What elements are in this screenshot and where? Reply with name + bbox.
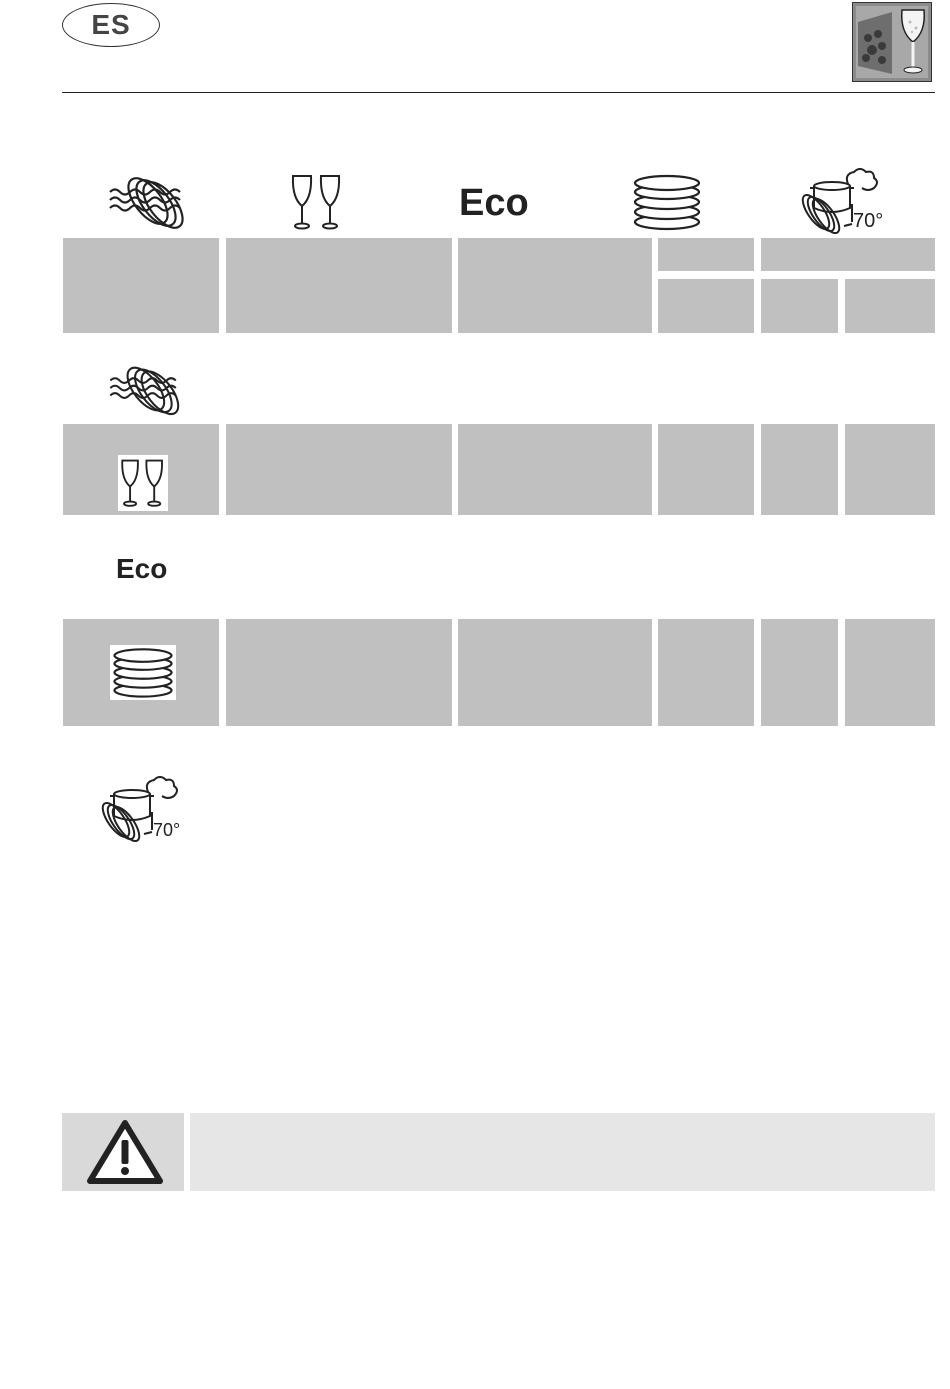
- table-cell: [458, 619, 652, 726]
- table-cell: [226, 424, 452, 515]
- table-header-cell: [63, 238, 219, 333]
- plates-in-water-icon: [106, 170, 186, 232]
- table-cell: [658, 619, 754, 726]
- stacked-plates-icon: [630, 172, 704, 232]
- table-cell: [761, 619, 838, 726]
- warning-triangle-icon: [86, 1118, 164, 1186]
- temperature-label: 70°: [153, 820, 181, 840]
- wine-glasses-icon: [288, 172, 346, 232]
- table-header-cell: [761, 238, 935, 271]
- header-rule: [62, 92, 935, 93]
- eco-row-label: Eco: [116, 553, 168, 584]
- table-header-cell: [761, 279, 838, 333]
- table-cell: [845, 424, 935, 515]
- temperature-label: 70°: [853, 210, 884, 232]
- pot-with-steam-icon: [796, 168, 892, 234]
- table-cell: [658, 424, 754, 515]
- table-header-cell: [226, 238, 452, 333]
- table-cell: [226, 619, 452, 726]
- table-header-cell: [845, 279, 935, 333]
- table-cell: [761, 424, 838, 515]
- stacked-plates-icon: [110, 645, 176, 700]
- warning-divider: [184, 1113, 190, 1191]
- table-cell: [845, 619, 935, 726]
- table-cell: [458, 424, 652, 515]
- table-header-cell: [458, 238, 652, 333]
- wine-glasses-icon: [118, 455, 168, 511]
- eco-program-label: Eco: [459, 182, 529, 224]
- dishwasher-glass-icon: [852, 2, 932, 82]
- language-badge: ES: [62, 3, 160, 47]
- table-header-cell: [658, 238, 754, 271]
- table-header-cell: [658, 279, 754, 333]
- plates-in-water-icon: [106, 360, 182, 418]
- pot-with-steam-icon: [96, 776, 192, 842]
- warning-box: [62, 1113, 935, 1191]
